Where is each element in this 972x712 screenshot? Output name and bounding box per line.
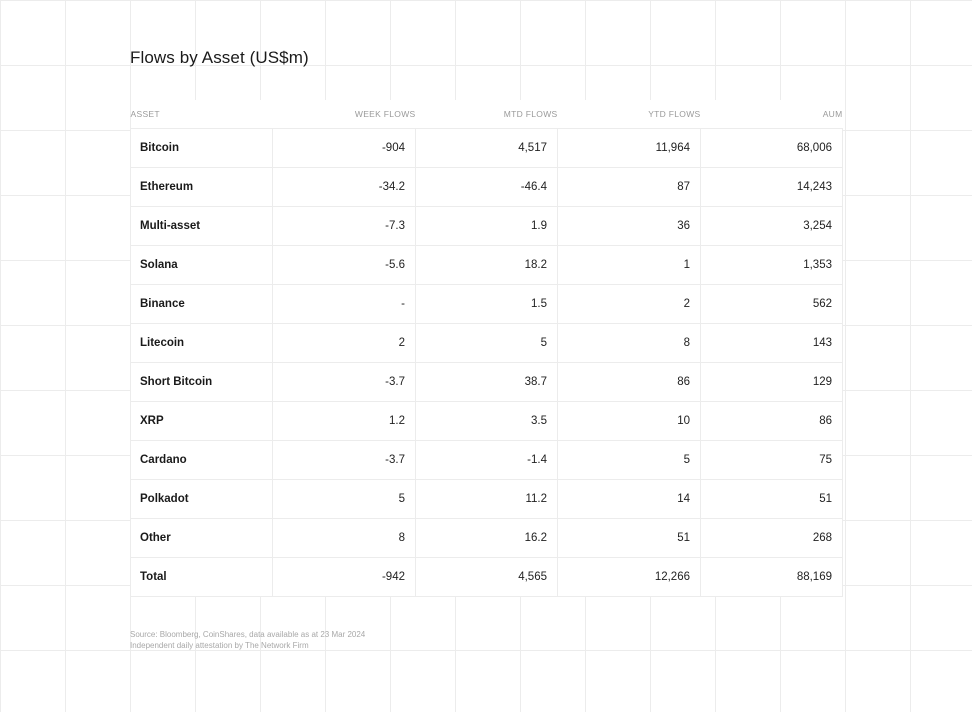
table-row [131,285,843,324]
ytd-flows-cell: 8 [558,324,701,363]
mtd-flows-cell: 1.5 [416,285,558,324]
week-flows-cell: -5.6 [273,246,416,285]
week-flows-cell: -34.2 [273,168,416,207]
week-flows-cell: -7.3 [273,207,416,246]
mtd-flows-cell: -46.4 [416,168,558,207]
table-row [131,207,843,246]
week-flows-cell: 8 [273,519,416,558]
table-row [131,480,843,519]
chart-title: Flows by Asset (US$m) [130,48,309,67]
asset-cell: Multi-asset [131,207,273,246]
ytd-flows-cell: 36 [558,207,701,246]
asset-cell: Polkadot [131,480,273,519]
source-note [130,629,365,651]
asset-cell: Bitcoin [131,129,273,168]
asset-cell: Cardano [131,441,273,480]
ytd-flows-cell: 1 [558,246,701,285]
table-header-row [131,100,843,129]
flows-table [130,100,843,597]
table-row [131,246,843,285]
mtd-flows-cell: 38.7 [416,363,558,402]
mtd-flows-cell: 4,517 [416,129,558,168]
mtd-flows-cell: 4,565 [416,558,558,597]
week-flows-cell: -3.7 [273,363,416,402]
asset-cell: Binance [131,285,273,324]
ytd-flows-cell: 86 [558,363,701,402]
week-flows-cell: -942 [273,558,416,597]
column-header-mtd-flows: MTD FLOWS [416,100,558,129]
asset-cell: Other [131,519,273,558]
mtd-flows-cell: 1.9 [416,207,558,246]
asset-cell: Solana [131,246,273,285]
column-header-week-flows: WEEK FLOWS [273,100,416,129]
mtd-flows-cell: 16.2 [416,519,558,558]
mtd-flows-cell: 5 [416,324,558,363]
asset-cell: XRP [131,402,273,441]
table-row [131,363,843,402]
aum-cell: 88,169 [701,558,843,597]
aum-cell: 3,254 [701,207,843,246]
aum-cell: 86 [701,402,843,441]
column-header-ytd-flows: YTD FLOWS [558,100,701,129]
ytd-flows-cell: 10 [558,402,701,441]
table-row-total [131,558,843,597]
column-header-asset: ASSET [131,100,273,129]
source-line-2: Independent daily attestation by The Network Firm [130,641,309,650]
column-header-aum: AUM [701,100,843,129]
ytd-flows-cell: 11,964 [558,129,701,168]
week-flows-cell: -904 [273,129,416,168]
mtd-flows-cell: 11.2 [416,480,558,519]
aum-cell: 143 [701,324,843,363]
ytd-flows-cell: 2 [558,285,701,324]
table-row [131,129,843,168]
aum-cell: 562 [701,285,843,324]
mtd-flows-cell: -1.4 [416,441,558,480]
aum-cell: 268 [701,519,843,558]
ytd-flows-cell: 5 [558,441,701,480]
week-flows-cell: 2 [273,324,416,363]
table-row [131,402,843,441]
table-row [131,441,843,480]
week-flows-cell: 5 [273,480,416,519]
aum-cell: 51 [701,480,843,519]
asset-cell: Ethereum [131,168,273,207]
table-row [131,168,843,207]
ytd-flows-cell: 14 [558,480,701,519]
mtd-flows-cell: 3.5 [416,402,558,441]
asset-cell: Total [131,558,273,597]
asset-cell: Short Bitcoin [131,363,273,402]
aum-cell: 1,353 [701,246,843,285]
ytd-flows-cell: 51 [558,519,701,558]
aum-cell: 129 [701,363,843,402]
table-row [131,519,843,558]
source-line-1: Source: Bloomberg, CoinShares, data available as at 23 Mar 2024 [130,630,366,639]
week-flows-cell: - [273,285,416,324]
asset-cell: Litecoin [131,324,273,363]
aum-cell: 68,006 [701,129,843,168]
table-body [131,129,843,597]
mtd-flows-cell: 18.2 [416,246,558,285]
flows-table-container [130,100,842,597]
aum-cell: 14,243 [701,168,843,207]
ytd-flows-cell: 12,266 [558,558,701,597]
week-flows-cell: -3.7 [273,441,416,480]
week-flows-cell: 1.2 [273,402,416,441]
aum-cell: 75 [701,441,843,480]
ytd-flows-cell: 87 [558,168,701,207]
table-row [131,324,843,363]
